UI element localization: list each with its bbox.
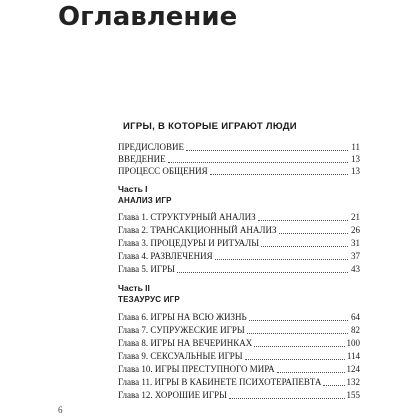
toc-entry[interactable] xyxy=(118,375,360,388)
dot-leader xyxy=(215,252,348,260)
dot-leader xyxy=(323,378,344,386)
toc-entry[interactable] xyxy=(118,210,360,223)
toc-entry-label: Глава 5. ИГРЫ xyxy=(118,264,175,274)
toc-entry-page: 114 xyxy=(346,351,360,361)
toc-entry-label: Глава 6. ИГРЫ НА ВСЮ ЖИЗНЬ xyxy=(118,312,247,322)
toc-entry[interactable] xyxy=(118,249,360,262)
toc-entry[interactable] xyxy=(118,388,360,401)
toc-entry-page: 132 xyxy=(346,377,360,387)
toc-entry-label: ПРОЦЕСС ОБЩЕНИЯ xyxy=(118,166,208,176)
toc-entry-label: Глава 3. ПРОЦЕДУРЫ И РИТУАЛЫ xyxy=(118,238,260,248)
toc-entry-page: 82 xyxy=(351,325,360,335)
dot-leader xyxy=(229,391,345,399)
toc-entry-label: ВВЕДЕНИЕ xyxy=(118,154,166,164)
dot-leader xyxy=(168,155,348,163)
toc-entry[interactable] xyxy=(118,362,360,375)
toc-entry[interactable] xyxy=(118,223,360,236)
toc-entry-label: Глава 7. СУПРУЖЕСКИЕ ИГРЫ xyxy=(118,325,245,335)
toc-entry-page: 13 xyxy=(351,154,360,164)
toc-entry-label: Глава 9. СЕКСУАЛЬНЫЕ ИГРЫ xyxy=(118,351,243,361)
dot-leader xyxy=(254,339,344,347)
toc-entry[interactable] xyxy=(118,336,360,349)
part-one-label: Часть I xyxy=(118,184,148,194)
toc-entry[interactable] xyxy=(118,310,360,323)
toc-entry-page: 100 xyxy=(346,338,360,348)
toc-entry-page: 43 xyxy=(351,264,360,274)
dot-leader xyxy=(245,352,345,360)
page-number: 6 xyxy=(58,405,63,415)
toc-entry-page: 37 xyxy=(351,251,360,261)
toc-entry-label: Глава 8. ИГРЫ НА ВЕЧЕРИНКАХ xyxy=(118,338,253,348)
dot-leader xyxy=(279,226,348,234)
toc-entry[interactable] xyxy=(118,349,360,362)
dot-leader xyxy=(186,143,348,151)
toc-entry-page: 13 xyxy=(351,166,360,176)
toc-entry-page: 21 xyxy=(351,212,360,222)
toc-entry[interactable] xyxy=(118,164,360,177)
dot-leader xyxy=(261,239,348,247)
part-two-label: Часть II xyxy=(118,283,150,293)
toc-entry[interactable] xyxy=(118,262,360,275)
toc-entry-label: Глава 10. ИГРЫ ПРЕСТУПНОГО МИРА xyxy=(118,364,275,374)
toc-entry-page: 31 xyxy=(351,238,360,248)
dot-leader xyxy=(177,265,348,273)
toc-entry-label: Глава 12. ХОРОШИЕ ИГРЫ xyxy=(118,390,227,400)
toc-entry-label: Глава 11. ИГРЫ В КАБИНЕТЕ ПСИХОТЕРАПЕВТА xyxy=(118,377,322,387)
toc-entry-label: Глава 2. ТРАНСАКЦИОННЫЙ АНАЛИЗ xyxy=(118,225,277,235)
dot-leader xyxy=(277,365,345,373)
toc-entry-label: Глава 1. СТРУКТУРНЫЙ АНАЛИЗ xyxy=(118,212,256,222)
toc-entry-label: Глава 4. РАЗВЛЕЧЕНИЯ xyxy=(118,251,213,261)
toc-entry-page: 124 xyxy=(346,364,360,374)
toc-entry-page: 64 xyxy=(351,312,360,322)
toc-entry-page: 11 xyxy=(351,142,360,152)
toc-entry[interactable] xyxy=(118,236,360,249)
toc-entry-page: 155 xyxy=(346,390,360,400)
dot-leader xyxy=(247,326,348,334)
toc-entry[interactable] xyxy=(118,323,360,336)
dot-leader xyxy=(258,213,348,221)
dot-leader xyxy=(249,313,348,321)
book-title: ИГРЫ, В КОТОРЫЕ ИГРАЮТ ЛЮДИ xyxy=(123,121,297,132)
part-two-title: ТЕЗАУРУС ИГР xyxy=(118,295,180,304)
toc-entry-label: ПРЕДИСЛОВИЕ xyxy=(118,142,185,152)
toc-entry-page: 26 xyxy=(351,225,360,235)
page-heading: Оглавление xyxy=(58,2,238,32)
part-one-title: АНАЛИЗ ИГР xyxy=(118,196,172,205)
dot-leader xyxy=(210,167,348,175)
